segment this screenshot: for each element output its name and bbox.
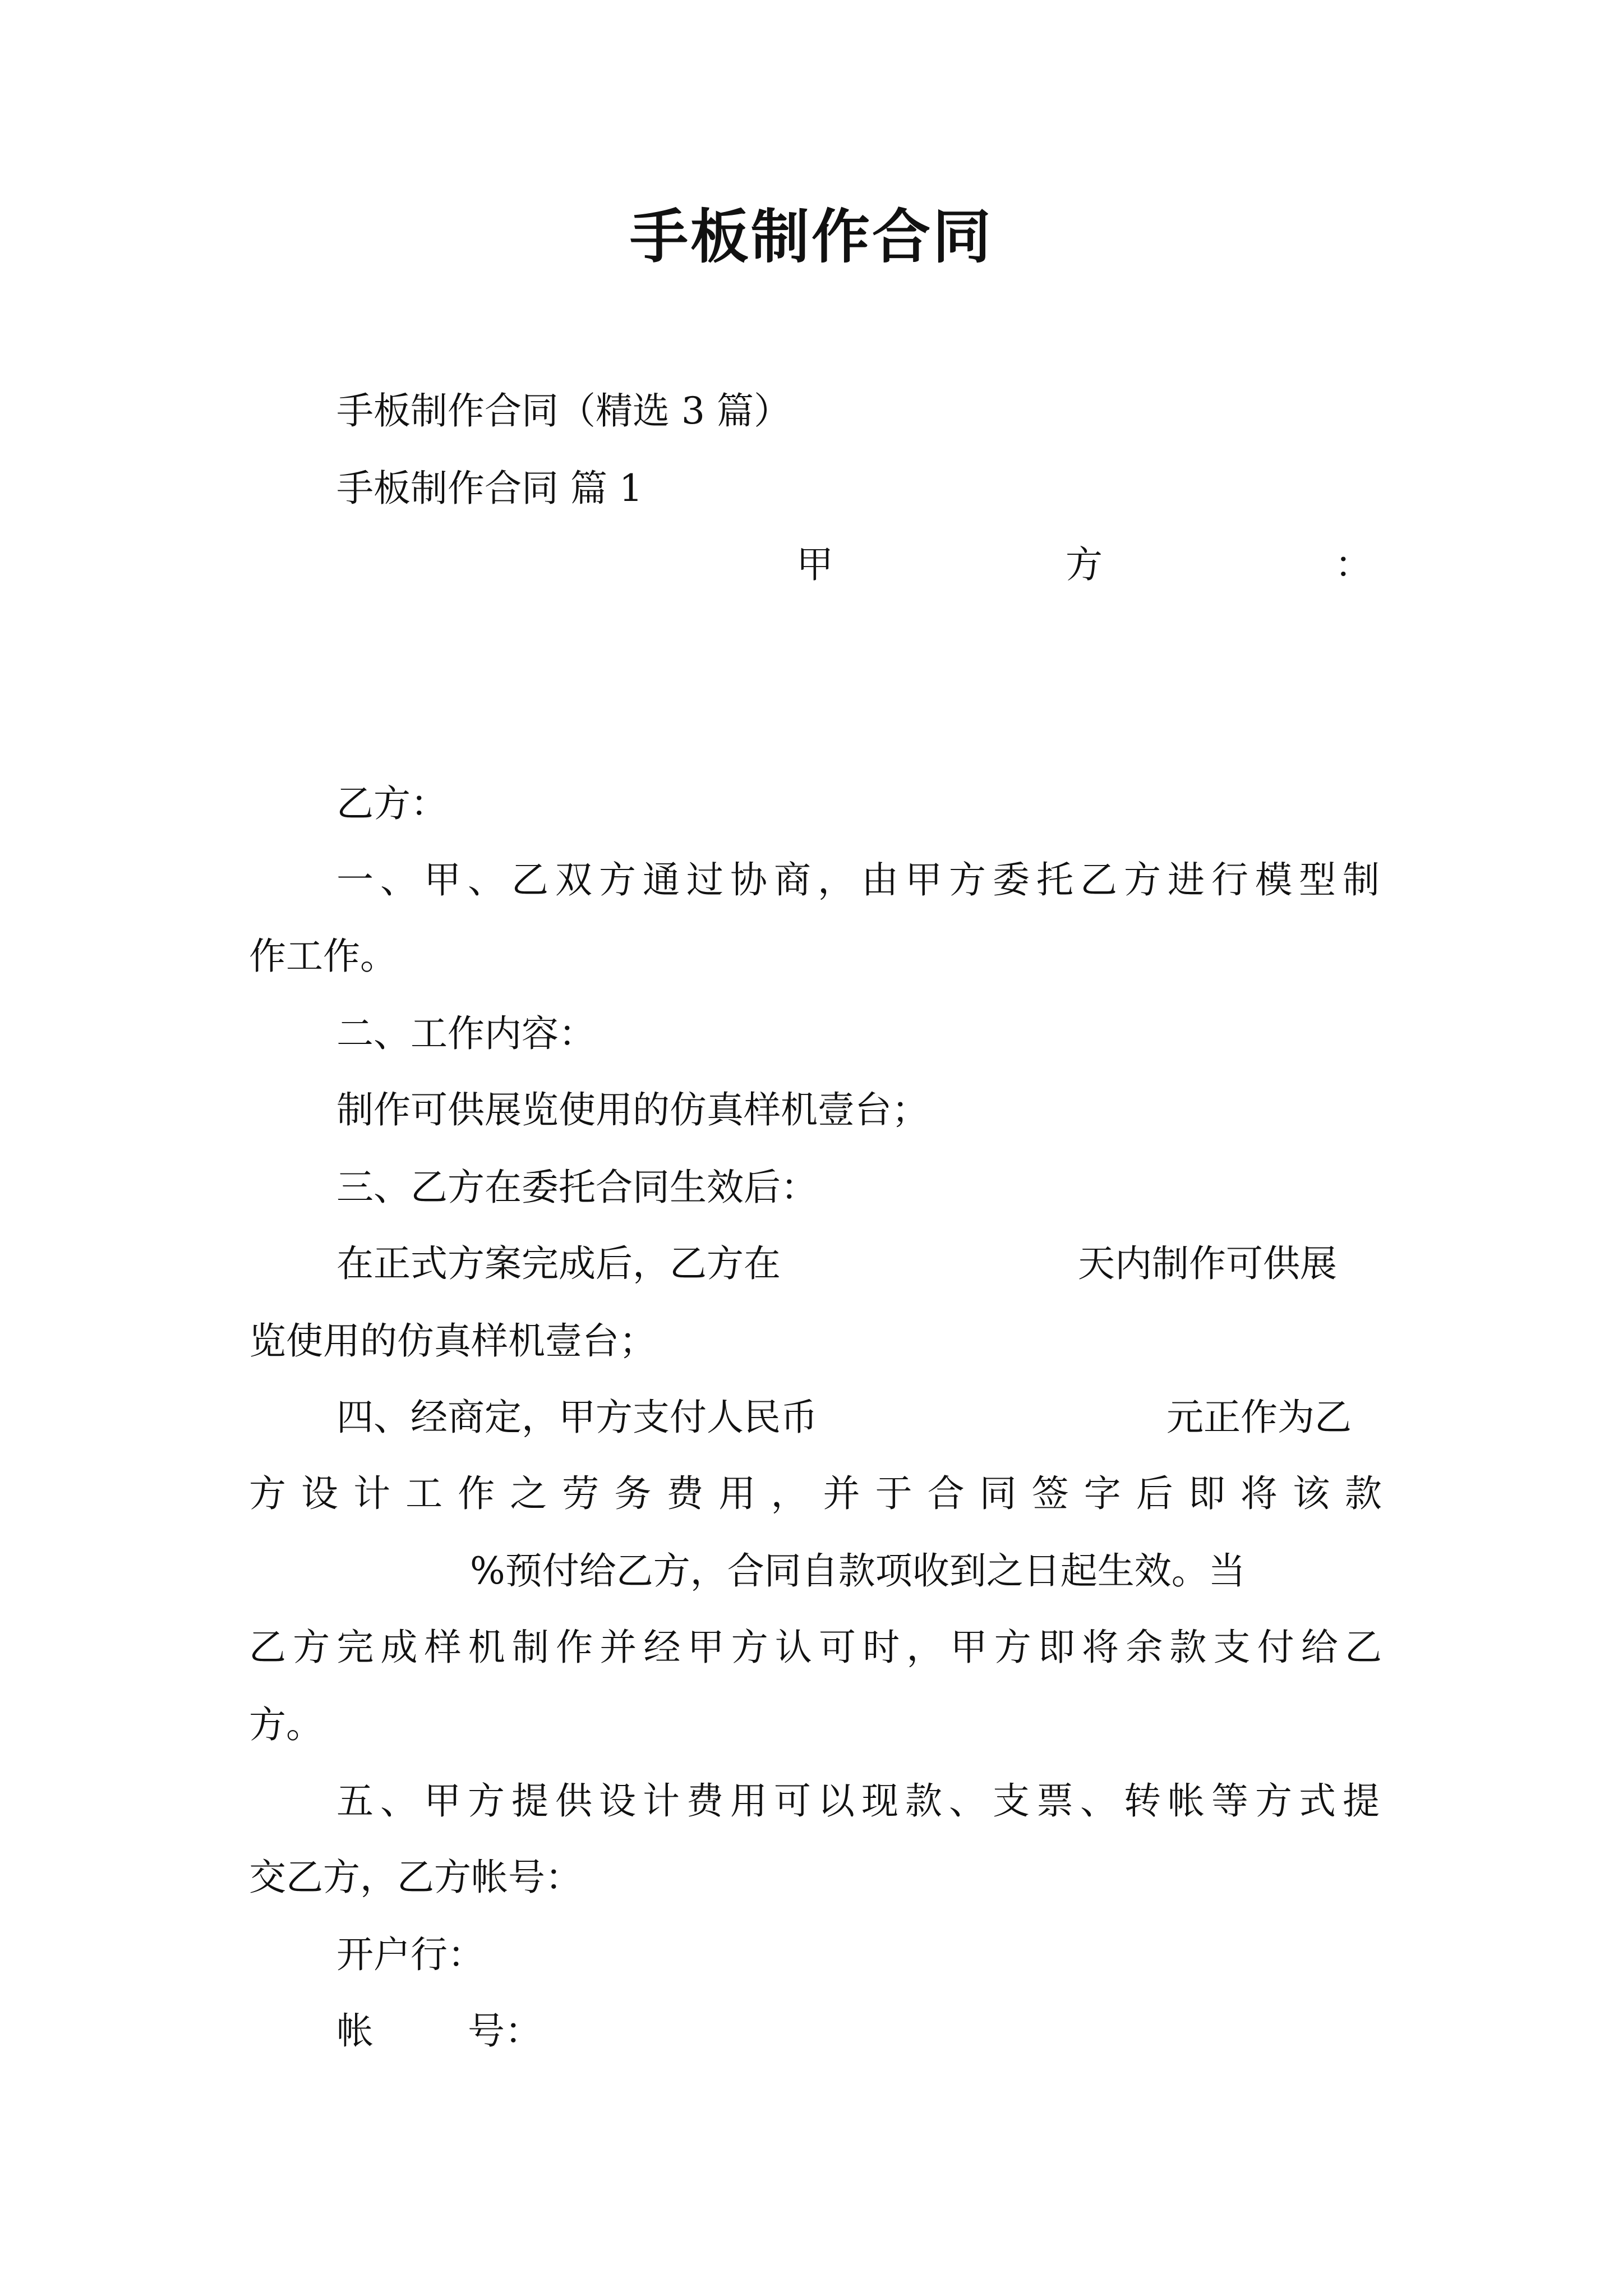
- clause-4-line-4: 乙方完成样机制作并经甲方认可时，甲方即将余款支付给乙: [249, 1626, 1382, 1669]
- bank-label: 开户行：: [336, 1933, 485, 1976]
- clause-1-line-1: 一、甲、乙双方通过协商，由甲方委托乙方进行模型制: [336, 858, 1380, 901]
- clause-1-line-2: 作工作。: [249, 935, 397, 978]
- document-title: 手板制作合同: [629, 202, 993, 271]
- account-label-b: 号：: [468, 2009, 542, 2053]
- clause-3-title: 三、乙方在委托合同生效后：: [336, 1166, 818, 1209]
- clause-4-line-3: %预付给乙方，合同自款项收到之日起生效。当: [470, 1549, 1246, 1593]
- clause-2-body: 制作可供展览使用的仿真样机壹台；: [336, 1088, 929, 1131]
- clause-3-line-2: 览使用的仿真样机壹台；: [249, 1319, 656, 1363]
- party-b-label: 乙方：: [336, 782, 448, 825]
- clause-3-line-1-b: 天内制作可供展: [1078, 1242, 1337, 1285]
- clause-4-line-5: 方。: [249, 1703, 323, 1746]
- party-a-char2: 方: [1066, 543, 1103, 586]
- document-subtitle: 手板制作合同（精选 3 篇）: [336, 389, 791, 432]
- clause-4-line-2: 方设计工作之劳务费用，并于合同签字后即将该款: [249, 1472, 1382, 1515]
- section-heading: 手板制作合同 篇 1: [336, 467, 643, 510]
- clause-5-line-2: 交乙方，乙方帐号：: [249, 1856, 582, 1899]
- clause-2-title: 二、工作内容：: [336, 1012, 596, 1055]
- clause-5-line-1: 五、甲方提供设计费用可以现款、支票、转帐等方式提: [336, 1779, 1380, 1823]
- clause-3-line-1-a: 在正式方案完成后，乙方在: [336, 1242, 781, 1285]
- account-label-a: 帐: [336, 2009, 374, 2053]
- clause-4-line-1-a: 四、经商定，甲方支付人民币: [336, 1396, 818, 1439]
- party-a-colon: ：: [1335, 543, 1372, 586]
- clause-4-line-1-b: 元正作为乙: [1166, 1396, 1352, 1439]
- party-a-char1: 甲: [796, 543, 833, 586]
